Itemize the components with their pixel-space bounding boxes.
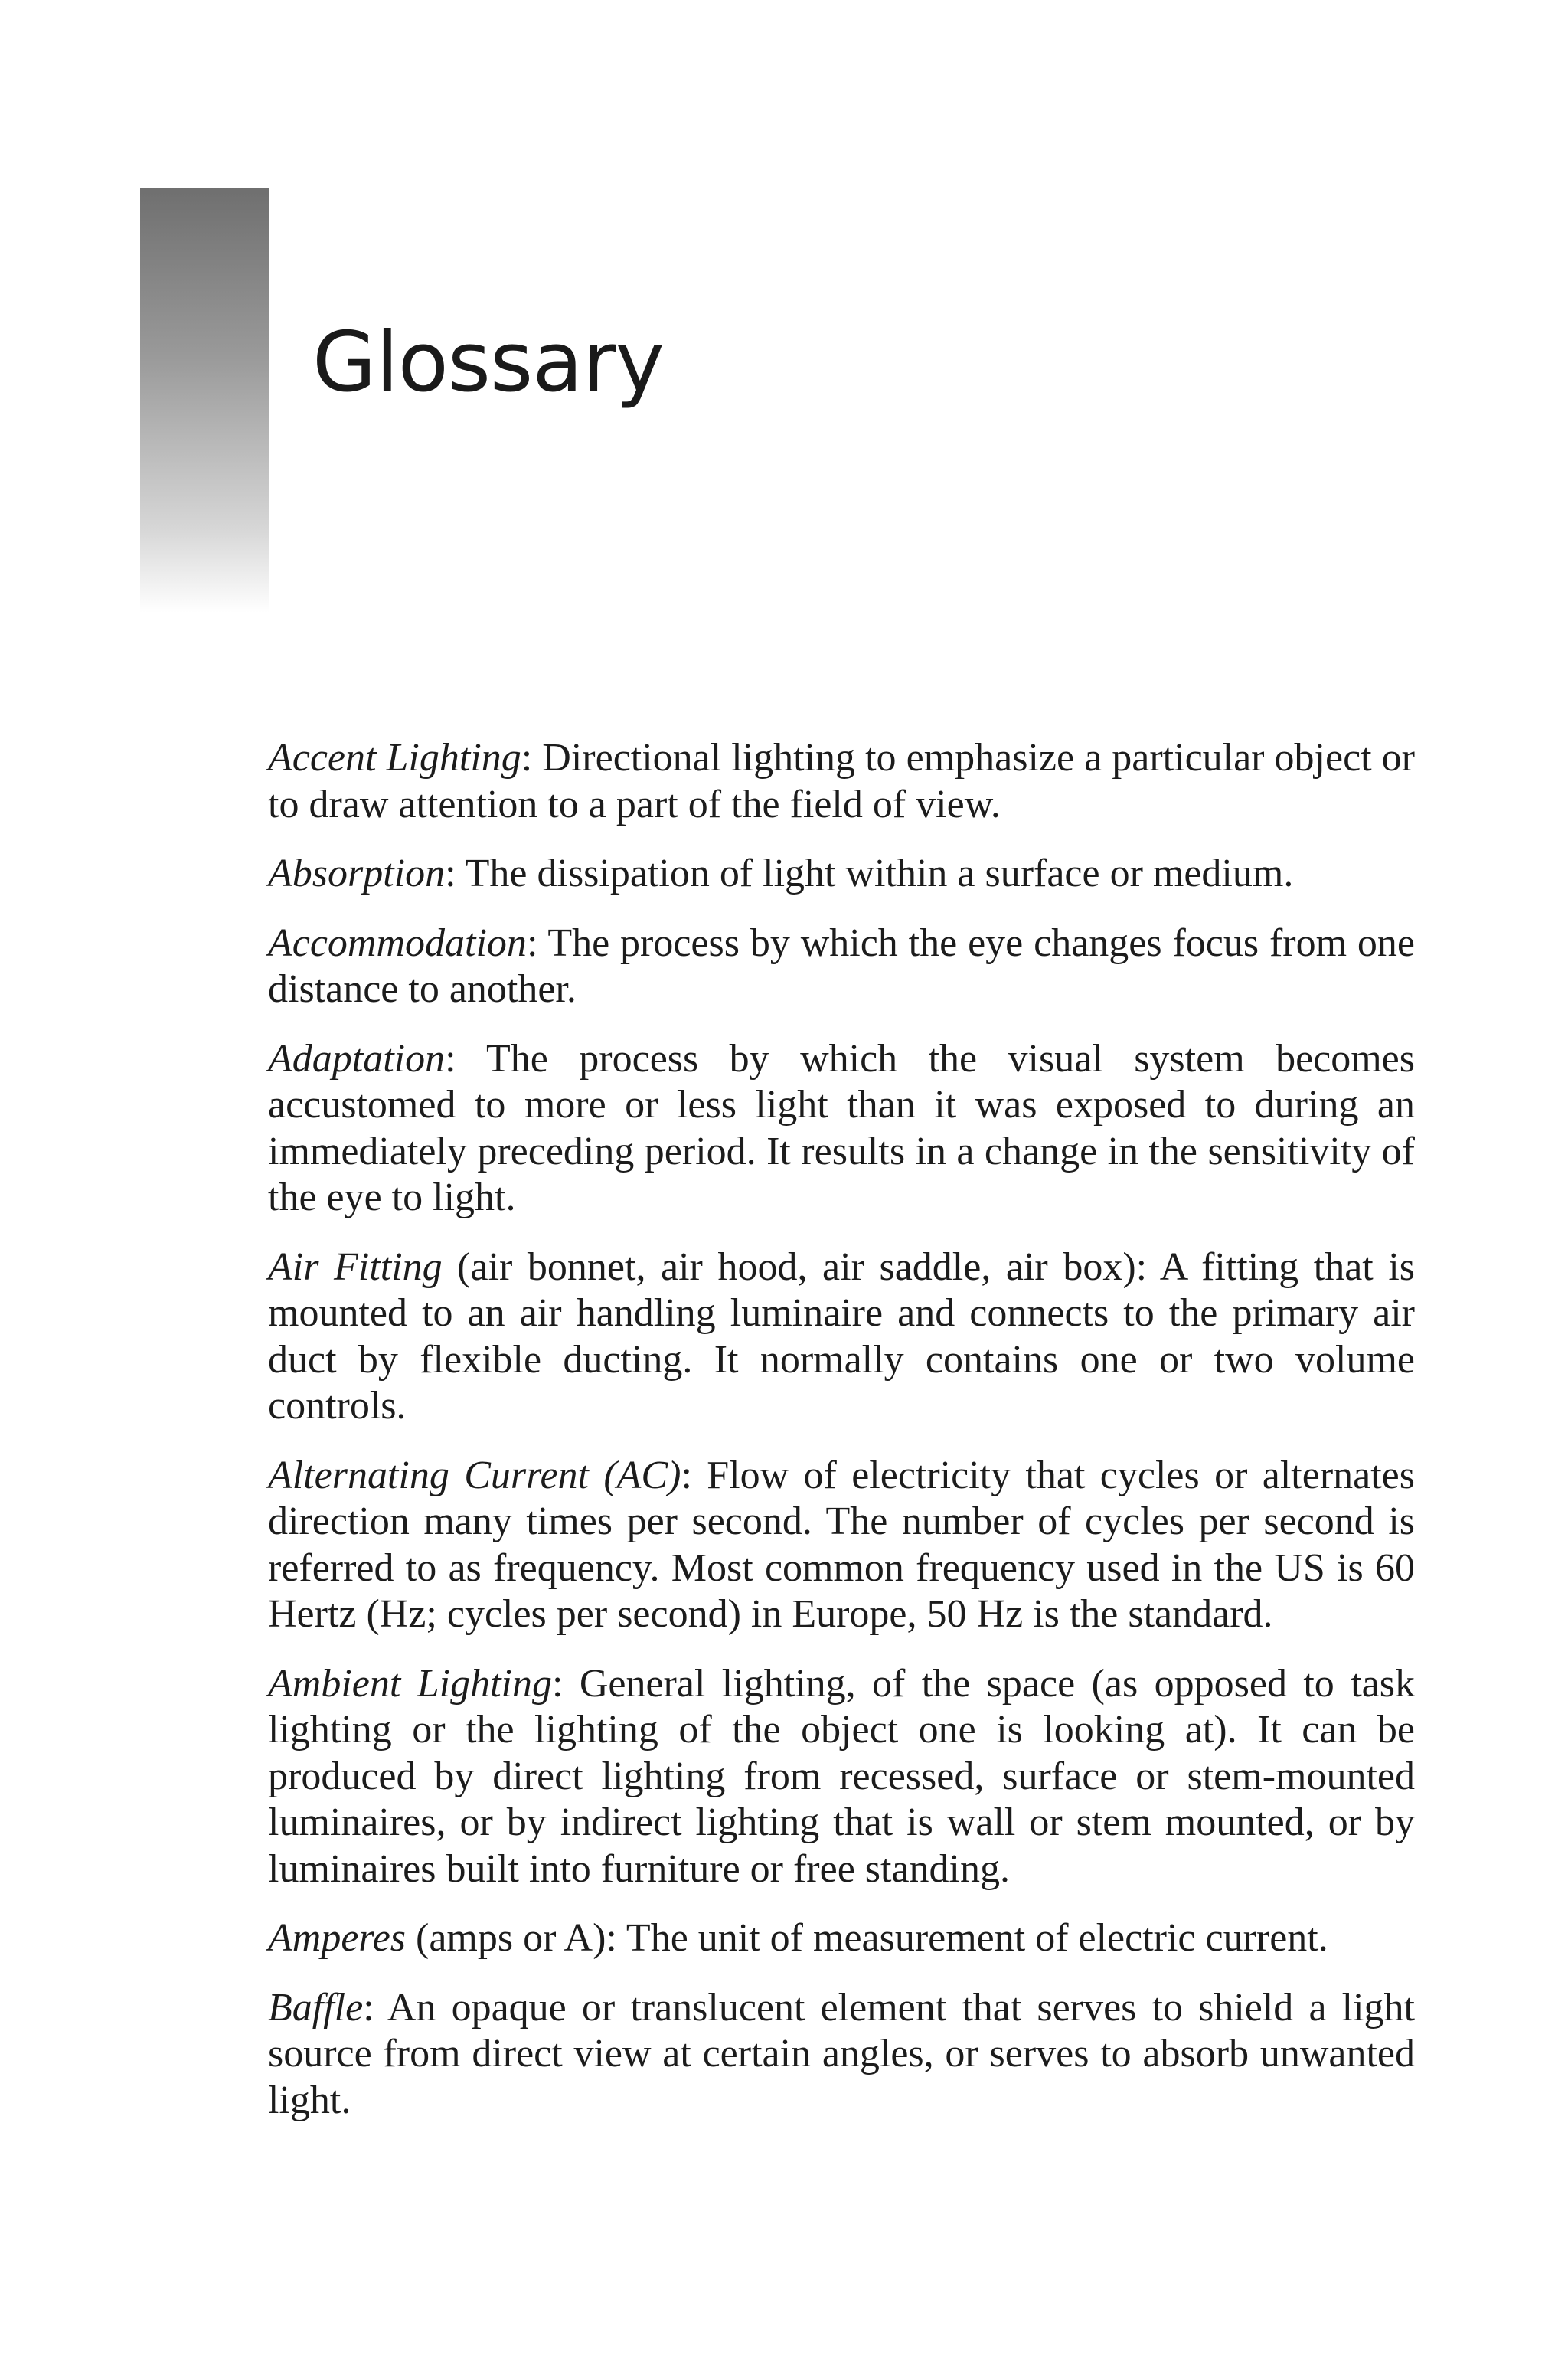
glossary-term: Air Fitting (268, 1245, 443, 1289)
glossary-term: Absorption (268, 852, 446, 895)
glossary-definition: : General lighting, of the space (as opposed to task lighting or the lighting of the object one is looking at). It can be produced by direct lighting from recessed, surface or stem-mounted luminaires, or by indirect lighting that is wall or stem mounted, or by luminaires built into furniture or free standing. (268, 1661, 1415, 1891)
glossary-term: Alternating Current (AC) (268, 1453, 681, 1497)
chapter-header-bar (140, 188, 269, 613)
glossary-term: Amperes (268, 1916, 407, 1960)
glossary-entry (268, 1036, 1415, 1222)
glossary-entry (268, 1453, 1415, 1638)
glossary-definition: (amps or A): The unit of measurement of electric current. (406, 1916, 1328, 1960)
glossary-definition: : An opaque or translucent element that serves to shield a light source from direct view at certain angles, or serves to absorb unwanted light. (268, 1985, 1415, 2122)
glossary-entry (268, 735, 1415, 828)
glossary-term: Baffle (268, 1985, 364, 2030)
glossary-definition: : The dissipation of light within a surface or medium. (445, 852, 1294, 895)
glossary-entry (268, 1985, 1415, 2124)
glossary-entry (268, 921, 1415, 1013)
glossary-definition: : Directional lighting to emphasize a particular object or to draw attention to a part of the field of view. (268, 736, 1415, 826)
glossary-entries (268, 735, 1415, 2147)
glossary-definition: : Flow of electricity that cycles or alternates direction many times per second. The number of cycles per second is referred to as frequency. Most common frequency used in the US is 60 Hertz (Hz; cycles per second) in Europe, 50 Hz is the standard. (268, 1453, 1415, 1636)
glossary-definition: : The process by which the visual system becomes accustomed to more or less light than it was exposed to during an immediately preceding period. It results in a change in the sensitivity of the eye to light. (268, 1036, 1415, 1219)
glossary-term: Ambient Lighting (268, 1661, 552, 1706)
chapter-title: Glossary (312, 315, 664, 410)
glossary-definition: : The process by which the eye changes focus from one distance to another. (268, 921, 1415, 1011)
glossary-entry (268, 851, 1415, 898)
glossary-entry (268, 1661, 1415, 1893)
glossary-term: Adaptation (268, 1036, 446, 1081)
glossary-entry (268, 1915, 1415, 1962)
glossary-entry (268, 1245, 1415, 1430)
glossary-term: Accent Lighting (268, 736, 521, 780)
glossary-term: Accommodation (268, 921, 527, 965)
glossary-definition: (air bonnet, air hood, air saddle, air box): A fitting that is mounted to an air handling luminaire and connects to the primary air duct by flexible ducting. It normally contains one or two volume controls. (268, 1245, 1416, 1428)
